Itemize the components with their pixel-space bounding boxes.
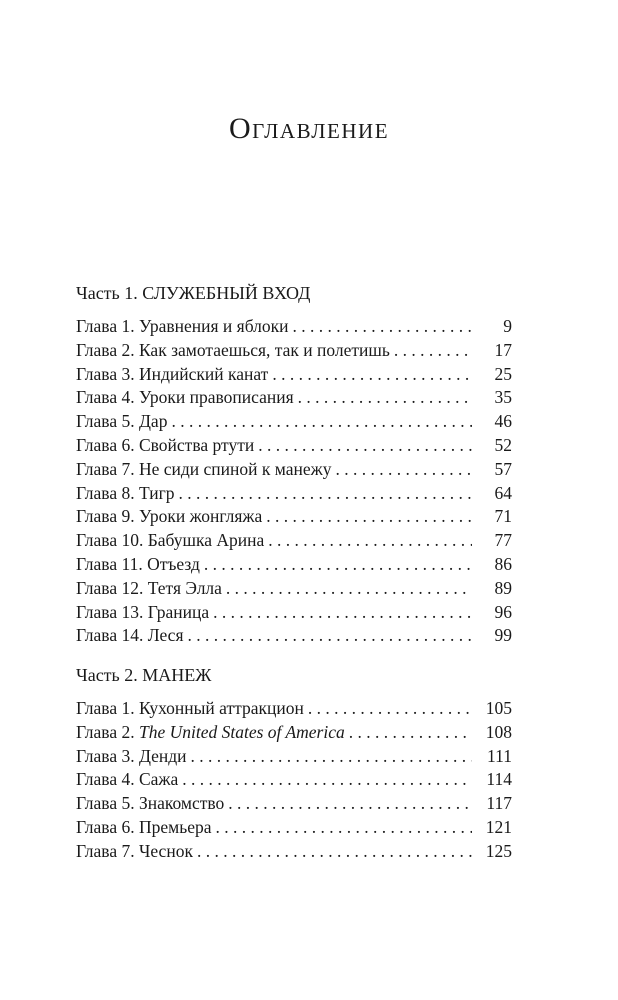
page-number: 89: [494, 577, 512, 598]
chapter-title: Дар: [138, 411, 168, 432]
chapter-label: Глава 5.: [76, 411, 139, 432]
chapter-label: Глава 13.: [76, 601, 148, 622]
toc-entry[interactable]: [76, 745, 512, 769]
chapter-label: Глава 3.: [76, 363, 139, 384]
toc-entry[interactable]: [76, 816, 512, 840]
page-number: 96: [494, 601, 512, 622]
dot-leader: [345, 721, 472, 745]
page-number: 25: [494, 363, 512, 384]
dot-leader: [167, 410, 472, 434]
toc-entry[interactable]: [76, 624, 512, 648]
dot-leader: [178, 768, 472, 792]
chapter-label: Глава 3.: [76, 745, 139, 766]
chapter-title: Премьера: [138, 816, 212, 837]
dot-leader: [262, 505, 472, 529]
page-number: 71: [494, 506, 512, 527]
page-number: 108: [485, 721, 512, 742]
chapter-label: Глава 8.: [76, 482, 139, 503]
chapter-title: The United States of America: [138, 721, 345, 742]
toc-entry[interactable]: [76, 792, 512, 816]
chapter-label: Глава 9.: [76, 506, 139, 527]
chapter-title: Леся: [147, 625, 184, 646]
page-number: 52: [494, 434, 512, 455]
dot-leader: [184, 624, 472, 648]
dot-leader: [390, 339, 472, 363]
page-number: 17: [494, 339, 512, 360]
chapter-label: Глава 10.: [76, 530, 148, 551]
dot-leader: [304, 697, 472, 721]
dot-leader: [294, 386, 472, 410]
dot-leader: [187, 745, 472, 769]
chapter-title: Не сиди спиной к манежу: [138, 458, 332, 479]
toc-entry[interactable]: [76, 577, 512, 601]
page-number: 86: [494, 553, 512, 574]
page-number: 64: [494, 482, 512, 503]
page-number: 57: [494, 458, 512, 479]
chapter-title: Уроки жонгляжа: [138, 506, 263, 527]
chapter-label: Глава 14.: [76, 625, 148, 646]
toc-part-2: [76, 663, 512, 864]
chapter-title: Индийский канат: [138, 363, 269, 384]
dot-leader: [193, 840, 472, 864]
toc-entry[interactable]: [76, 601, 512, 625]
chapter-list: [76, 697, 512, 864]
toc-entry[interactable]: [76, 386, 512, 410]
dot-leader: [175, 482, 472, 506]
chapter-title: Бабушка Арина: [147, 530, 265, 551]
chapter-label: Глава 2.: [76, 721, 139, 742]
chapter-label: Глава 2.: [76, 339, 139, 360]
chapter-list: [76, 315, 512, 648]
dot-leader: [209, 601, 472, 625]
page-number: 77: [494, 530, 512, 551]
toc-entry[interactable]: [76, 363, 512, 387]
chapter-label: Глава 7.: [76, 458, 139, 479]
chapter-label: Глава 4.: [76, 769, 139, 790]
toc-entry[interactable]: [76, 482, 512, 506]
chapter-label: Глава 12.: [76, 577, 148, 598]
dot-leader: [211, 816, 472, 840]
dot-leader: [331, 458, 472, 482]
toc-part-1: [76, 281, 512, 648]
chapter-title: Знакомство: [138, 793, 225, 814]
toc-entry[interactable]: [76, 315, 512, 339]
chapter-title: Кухонный аттракцион: [138, 698, 304, 718]
toc-entry[interactable]: [76, 458, 512, 482]
dot-leader: [289, 315, 472, 339]
chapter-title: Тигр: [138, 482, 175, 503]
page-number: 121: [485, 816, 512, 837]
page-title: Оглавление: [228, 112, 390, 145]
part-heading: Часть 2. МАНЕЖ: [76, 665, 212, 685]
dot-leader: [222, 577, 472, 601]
page-number: 99: [494, 625, 512, 646]
chapter-title: Уроки правописания: [138, 387, 294, 408]
page-number: 35: [494, 387, 512, 408]
toc-entry[interactable]: [76, 697, 512, 721]
toc-entry[interactable]: [76, 410, 512, 434]
chapter-label: Глава 1.: [76, 698, 139, 718]
toc-entry[interactable]: [76, 339, 512, 363]
chapter-title: Чеснок: [138, 840, 193, 861]
page-number: 46: [494, 411, 512, 432]
chapter-title: Денди: [138, 745, 187, 766]
toc-entry[interactable]: [76, 529, 512, 553]
chapter-title: Граница: [147, 601, 210, 622]
dot-leader: [224, 792, 472, 816]
page-number: 114: [486, 769, 512, 790]
chapter-title: Свойства ртути: [138, 434, 255, 455]
page-number: 117: [486, 793, 512, 814]
chapter-label: Глава 7.: [76, 840, 139, 861]
chapter-label: Глава 6.: [76, 816, 139, 837]
dot-leader: [264, 529, 472, 553]
dot-leader: [268, 363, 472, 387]
chapter-title: Отъезд: [147, 553, 200, 574]
page-number: 125: [485, 840, 512, 861]
page-number: 105: [485, 698, 512, 718]
toc-entry[interactable]: [76, 505, 512, 529]
chapter-title: Как замотаешься, так и полетишь: [138, 339, 390, 360]
toc-entry[interactable]: [76, 721, 512, 745]
chapter-title: Сажа: [138, 769, 179, 790]
toc-entry[interactable]: [76, 434, 512, 458]
toc-entry[interactable]: [76, 768, 512, 792]
chapter-title: Уравнения и яблоки: [138, 316, 289, 336]
page-number: 9: [503, 316, 512, 336]
chapter-label: Глава 4.: [76, 387, 139, 408]
part-heading: Часть 1. СЛУЖЕБНЫЙ ВХОД: [76, 283, 311, 303]
toc-entry[interactable]: [76, 840, 512, 864]
toc-entry[interactable]: [76, 553, 512, 577]
dot-leader: [200, 553, 472, 577]
chapter-label: Глава 5.: [76, 793, 139, 814]
dot-leader: [254, 434, 472, 458]
chapter-label: Глава 1.: [76, 316, 139, 336]
chapter-label: Глава 6.: [76, 434, 139, 455]
chapter-title: Тетя Элла: [147, 577, 222, 598]
chapter-label: Глава 11.: [76, 553, 148, 574]
page-number: 111: [487, 745, 512, 766]
